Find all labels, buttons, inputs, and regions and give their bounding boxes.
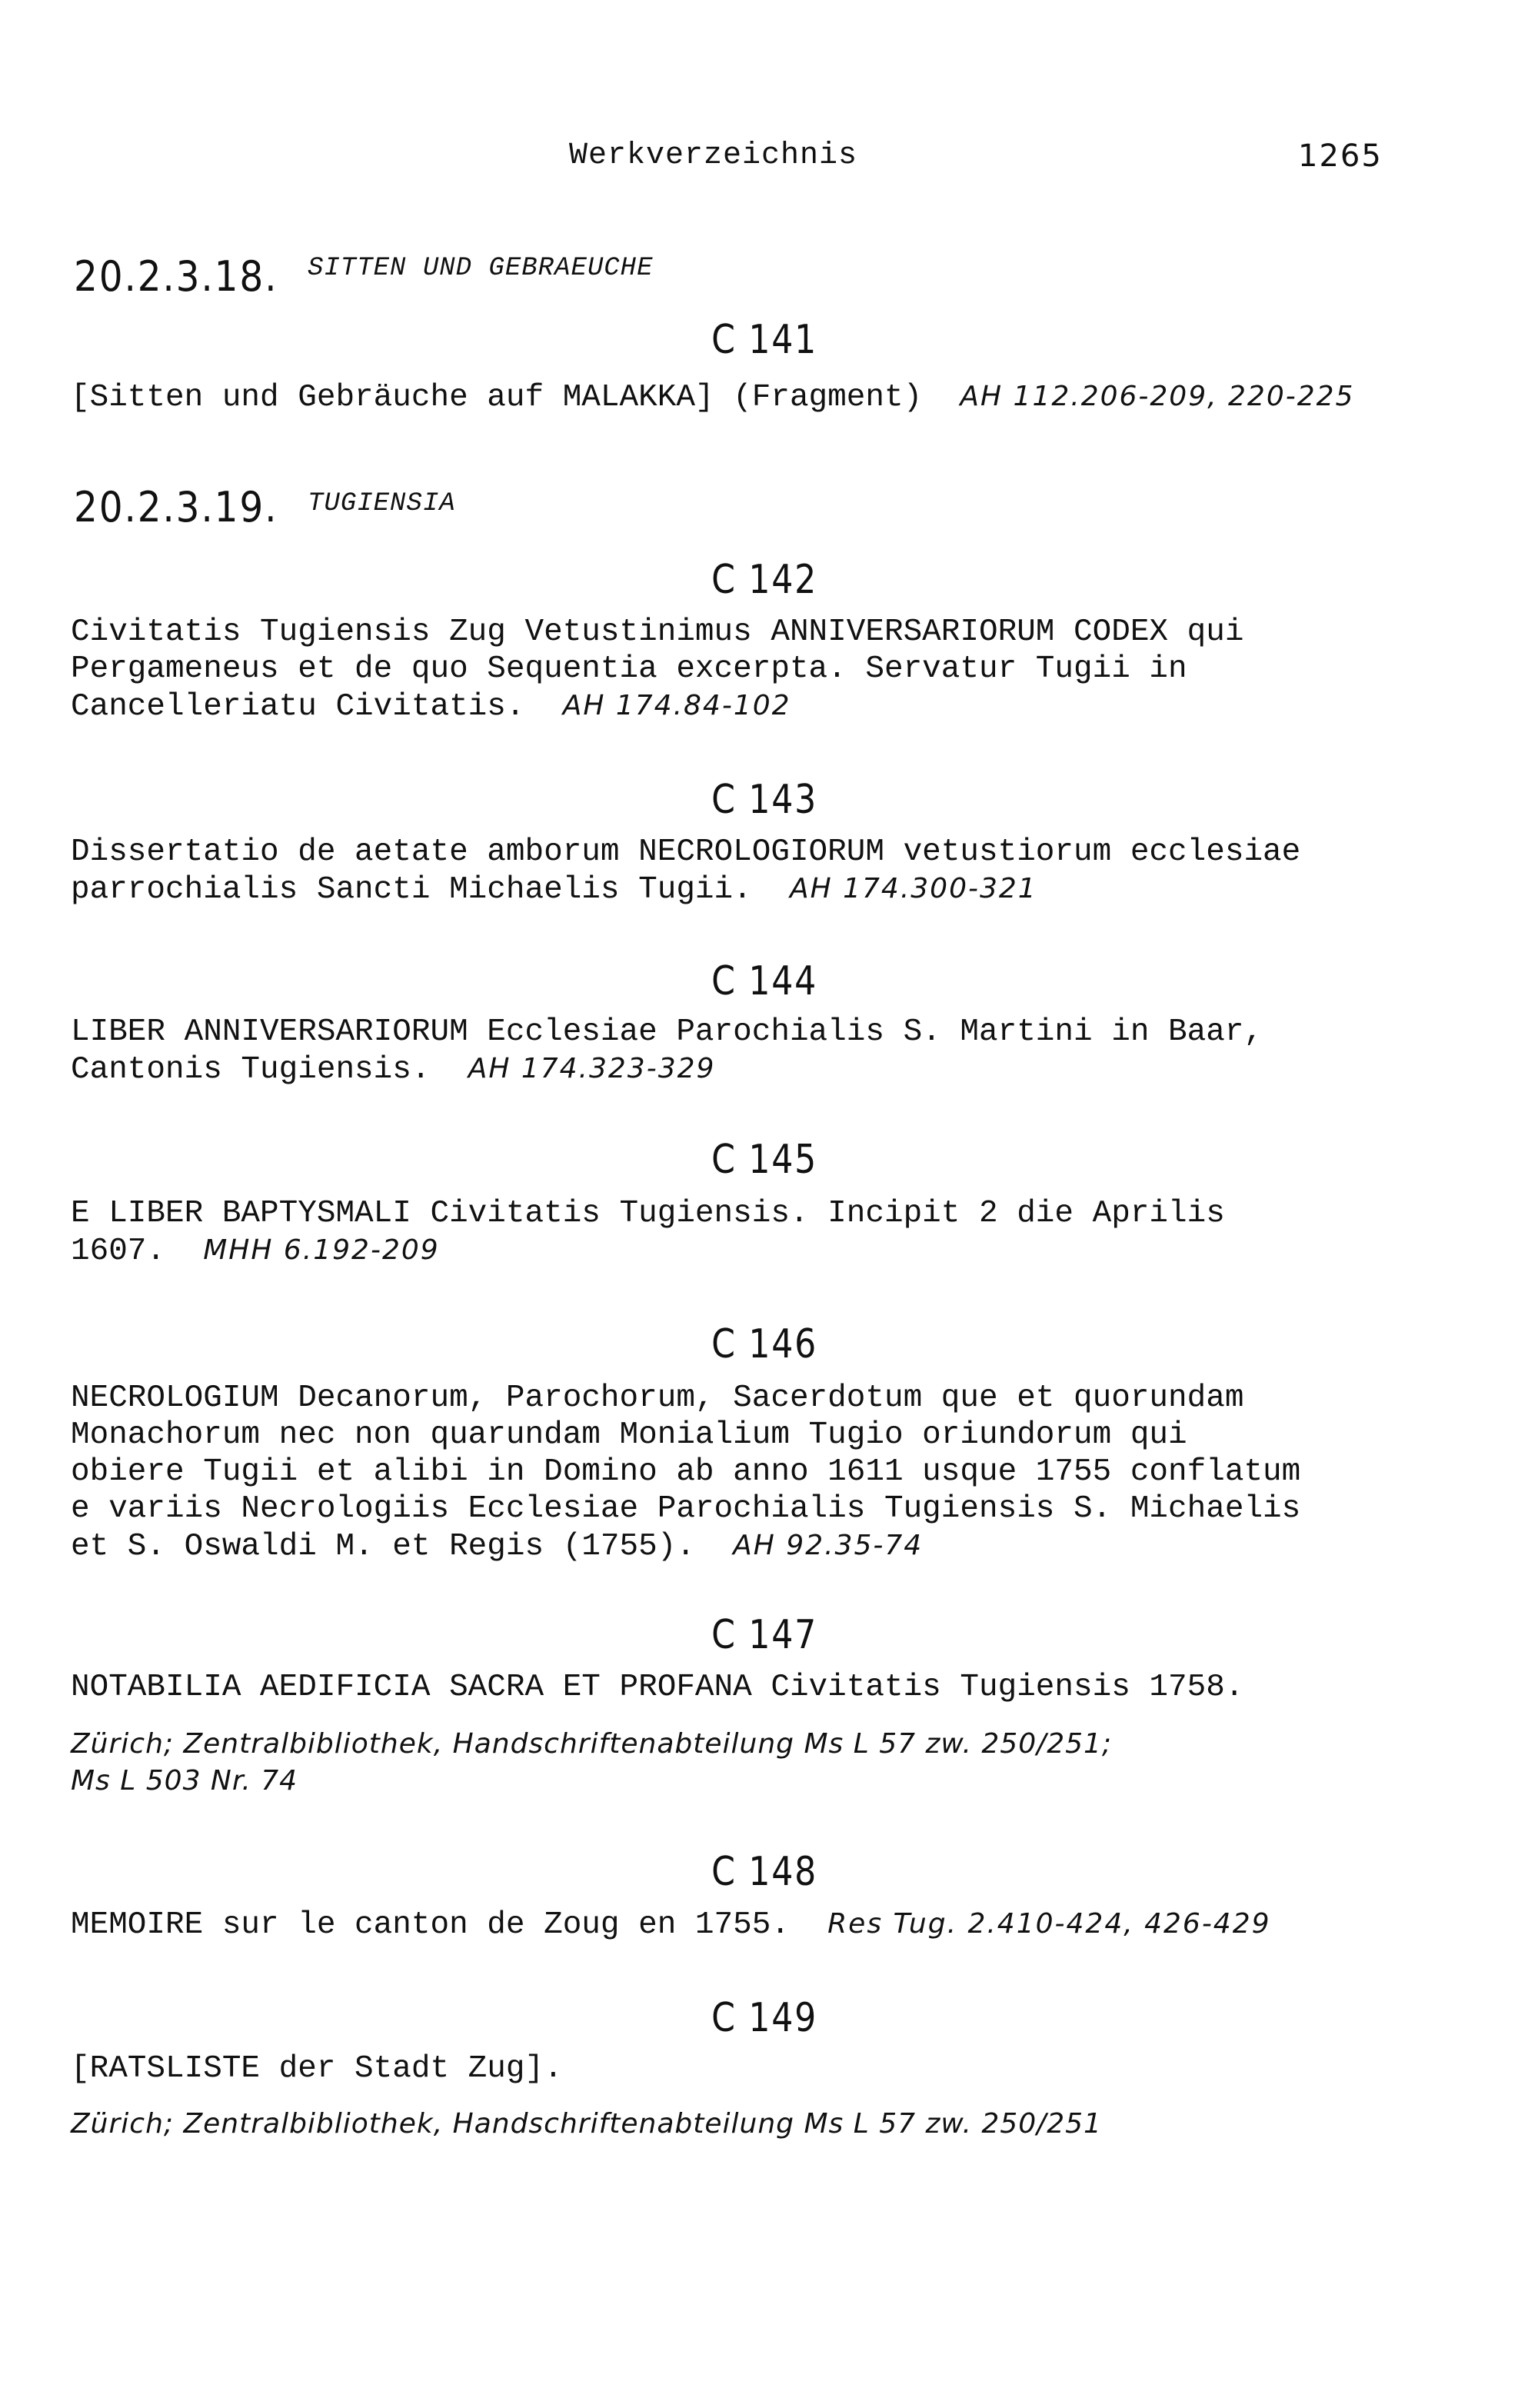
entry-line-text: MEMOIRE sur le canton de Zoug en 1755. bbox=[71, 1907, 790, 1943]
entry-line: Civitatis Tugiensis Zug Vetustinimus ANNIVERSARIORUM CODEX qui bbox=[71, 614, 1244, 650]
entry-text bbox=[71, 1380, 1455, 1565]
entry-text bbox=[71, 834, 1455, 908]
section-title: SITTEN UND GEBRAEUCHE bbox=[308, 254, 654, 283]
entry-text bbox=[71, 2050, 1455, 2087]
entry-text bbox=[71, 1669, 1455, 1706]
entry-line-text: 1607. bbox=[71, 1234, 166, 1269]
entry-id: C 145 bbox=[711, 1137, 817, 1183]
entry-text bbox=[71, 1014, 1455, 1088]
entry-text bbox=[71, 614, 1455, 725]
entry-line: Dissertatio de aetate amborum NECROLOGIORUM vetustiorum ecclesiae bbox=[71, 834, 1301, 870]
entry-id: C 149 bbox=[711, 1995, 817, 2041]
entry-reference: AH 174.323-329 bbox=[468, 1053, 716, 1084]
entry-line bbox=[71, 688, 1455, 725]
entry-reference: AH 174.84-102 bbox=[562, 690, 791, 721]
entry-id: C 148 bbox=[711, 1849, 817, 1895]
entry-id: C 143 bbox=[711, 777, 817, 823]
entry-line bbox=[71, 378, 1455, 416]
section-number: 20.2.3.18. bbox=[74, 252, 278, 301]
entry-text bbox=[71, 1906, 1455, 1943]
entry-line: Monachorum nec non quarundam Monialium Tugio oriundorum qui bbox=[71, 1417, 1187, 1453]
entry-text bbox=[71, 378, 1455, 416]
entry-line bbox=[71, 1906, 1455, 1943]
entry-line: e variis Necrologiis Ecclesiae Parochialis Tugiensis S. Michaelis bbox=[71, 1491, 1301, 1527]
entry-reference: AH 174.300-321 bbox=[789, 873, 1037, 904]
entry-id: C 146 bbox=[711, 1321, 817, 1367]
entry-line: obiere Tugii et alibi in Domino ab anno 1611 usque 1755 conflatum bbox=[71, 1454, 1301, 1490]
entry-line: [RATSLISTE der Stadt Zug]. bbox=[71, 2051, 563, 2087]
entry-id: C 141 bbox=[711, 317, 817, 363]
entry-reference: Res Tug. 2.410-424, 426-429 bbox=[827, 1908, 1271, 1940]
entry-line bbox=[71, 1527, 1455, 1565]
section-number: 20.2.3.19. bbox=[74, 483, 278, 531]
entry-reference: AH 112.206-209, 220-225 bbox=[960, 381, 1355, 412]
entry-id: C 144 bbox=[711, 958, 817, 1004]
entry-reference-line: Ms L 503 Nr. 74 bbox=[71, 1765, 298, 1797]
entry-reference-line: Zürich; Zentralbibliothek, Handschriftenabteilung Ms L 57 zw. 250/251; bbox=[71, 1728, 1113, 1760]
page-number: 1265 bbox=[1298, 138, 1383, 174]
section-title: TUGIENSIA bbox=[308, 489, 456, 518]
entry-line-text: Cancelleriatu Civitatis. bbox=[71, 689, 525, 724]
entry-line: NECROLOGIUM Decanorum, Parochorum, Sacerdotum que et quorundam bbox=[71, 1381, 1244, 1416]
entry-reference-line: Zürich; Zentralbibliothek, Handschriftenabteilung Ms L 57 zw. 250/251 bbox=[71, 2108, 1102, 2140]
running-header-title: Werkverzeichnis bbox=[569, 138, 858, 173]
entry-id: C 142 bbox=[711, 557, 817, 603]
entry-line: Pergameneus et de quo Sequentia excerpta. Servatur Tugii in bbox=[71, 651, 1187, 687]
entry-reference-block bbox=[71, 1726, 1470, 1800]
entry-line: E LIBER BAPTYSMALI Civitatis Tugiensis. Incipit 2 die Aprilis bbox=[71, 1196, 1225, 1231]
entry-line-text: Cantonis Tugiensis. bbox=[71, 1052, 431, 1087]
entry-reference-block bbox=[71, 2106, 1470, 2143]
entry-text bbox=[71, 1195, 1455, 1270]
entry-line bbox=[71, 1051, 1455, 1088]
entry-line-text: [Sitten und Gebräuche auf MALAKKA] (Fragment) bbox=[71, 380, 923, 415]
entry-line: LIBER ANNIVERSARIORUM Ecclesiae Parochialis S. Martini in Baar, bbox=[71, 1014, 1263, 1050]
entry-line-text: et S. Oswaldi M. et Regis (1755). bbox=[71, 1529, 695, 1564]
entry-line-text: parrochialis Sancti Michaelis Tugii. bbox=[71, 872, 752, 908]
entry-line bbox=[71, 1232, 1455, 1270]
entry-reference: MHH 6.192-209 bbox=[203, 1234, 440, 1266]
entry-reference: AH 92.35-74 bbox=[733, 1530, 924, 1561]
entry-line bbox=[71, 871, 1455, 908]
entry-line: NOTABILIA AEDIFICIA SACRA ET PROFANA Civitatis Tugiensis 1758. bbox=[71, 1670, 1244, 1705]
entry-id: C 147 bbox=[711, 1612, 817, 1658]
